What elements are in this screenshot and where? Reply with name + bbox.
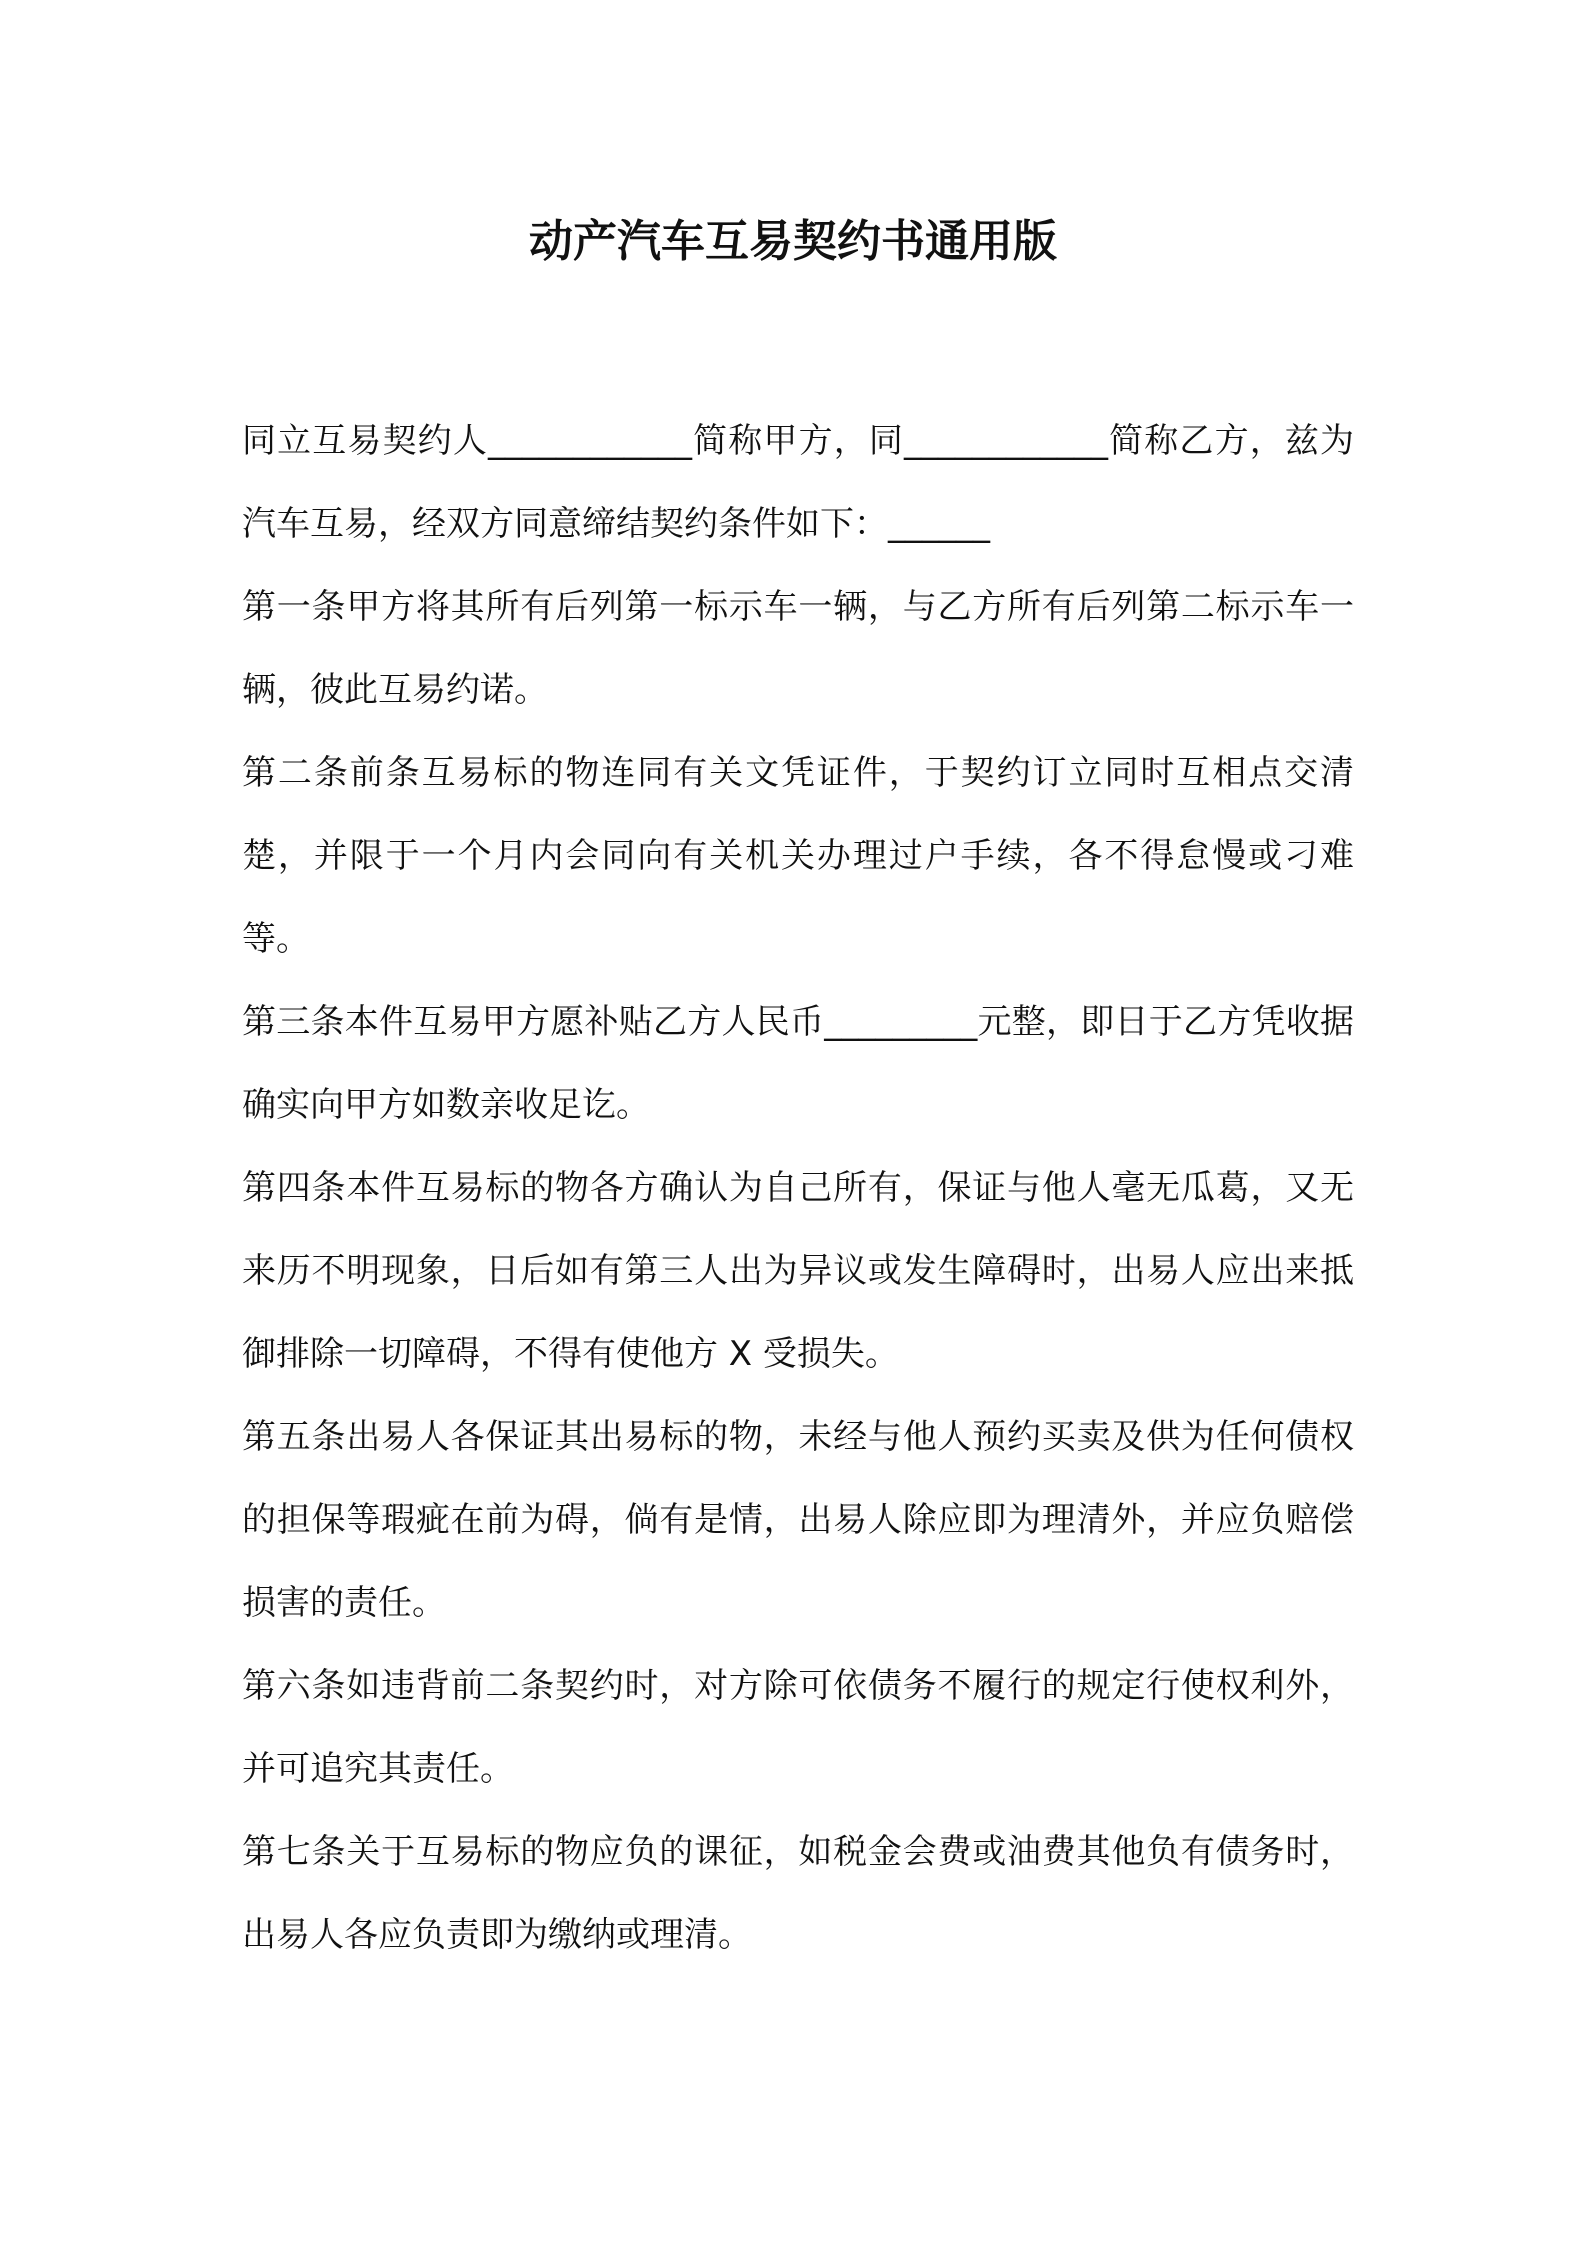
- paragraph-article-2: 第二条前条互易标的物连同有关文凭证件，于契约订立同时互相点交清楚，并限于一个月内会同向有关机关办理过户手续，各不得怠慢或刁难等。: [242, 753, 1354, 959]
- paragraph-article-4: 第四条本件互易标的物各方确认为自己所有，保证与他人毫无瓜葛，又无来历不明现象，日后如有第三人出为异议或发生障碍时，出易人应出来抵御排除一切障碍，不得有使他方 X 受损失。: [242, 1168, 1354, 1374]
- paragraph-intro: 同立互易契约人____________简称甲方，同____________简称乙方，兹为汽车互易，经双方同意缔结契约条件如下：______: [242, 421, 1354, 544]
- paragraph-article-6: 第六条如违背前二条契约时，对方除可依债务不履行的规定行使权利外，并可追究其责任。: [242, 1666, 1354, 1789]
- paragraph-article-1: 第一条甲方将其所有后列第一标示车一辆，与乙方所有后列第二标示车一辆，彼此互易约诺。: [242, 587, 1354, 710]
- paragraph-article-5: 第五条出易人各保证其出易标的物，未经与他人预约买卖及供为任何债权的担保等瑕疵在前为碍，倘有是情，出易人除应即为理清外，并应负赔偿损害的责任。: [242, 1417, 1354, 1623]
- document-body: [242, 400, 1354, 1977]
- paragraph-article-7: 第七条关于互易标的物应负的课征，如税金会费或油费其他负有债务时，出易人各应负责即为缴纳或理清。: [242, 1832, 1354, 1955]
- paragraph-article-3: 第三条本件互易甲方愿补贴乙方人民币_________元整，即日于乙方凭收据确实向甲方如数亲收足讫。: [242, 1002, 1354, 1125]
- document-title: 动产汽车互易契约书通用版: [529, 216, 1057, 267]
